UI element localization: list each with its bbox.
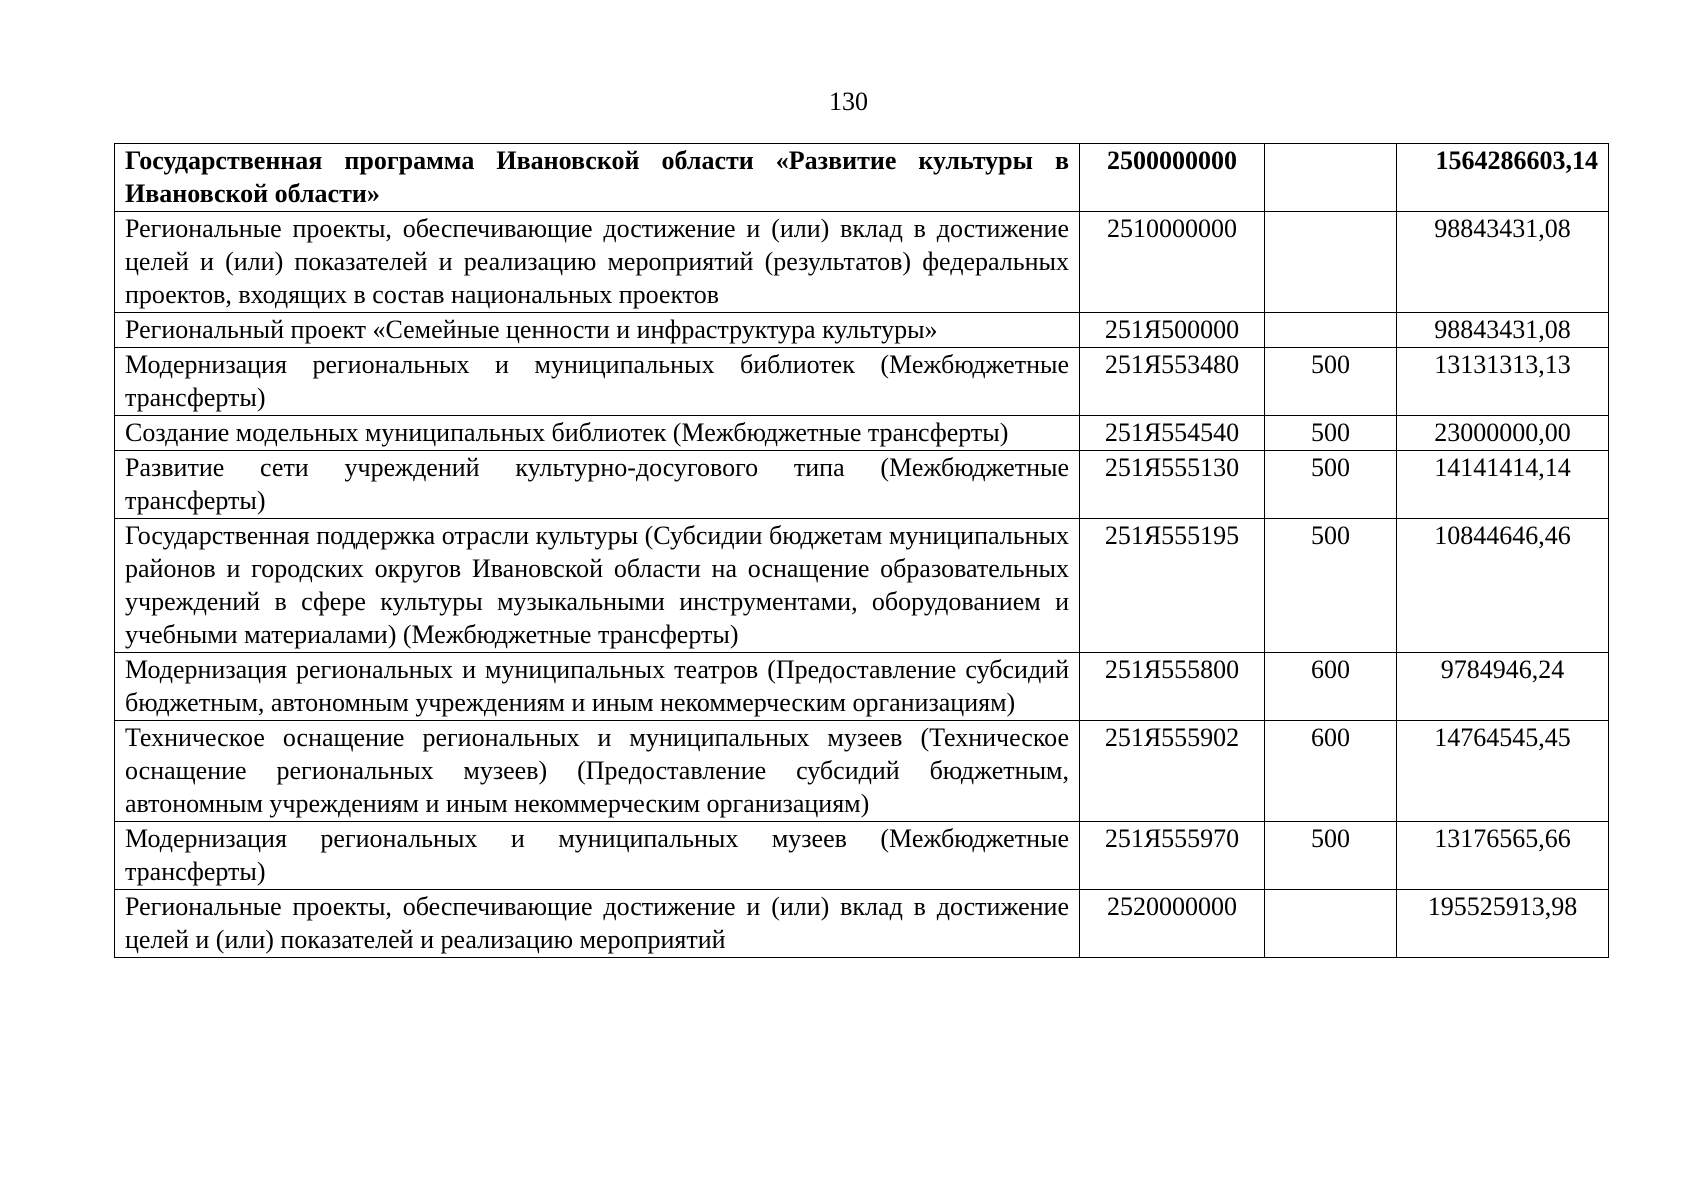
table-row (115, 313, 1609, 348)
row-expense-type (1265, 313, 1397, 348)
table-row (115, 519, 1609, 653)
row-code: 251Я555800 (1080, 653, 1265, 721)
table-row (115, 653, 1609, 721)
row-name: Государственная поддержка отрасли культуры (Субсидии бюджетам муниципальных районов и городских округов Ивановской области на оснащение образовательных учреждений в сфере культуры музыкальными инструментами, оборудованием и учебными материалами) (Межбюджетные трансферты) (115, 519, 1080, 653)
row-expense-type: 600 (1265, 721, 1397, 822)
row-code: 2500000000 (1080, 144, 1265, 212)
page-number: 130 (829, 87, 868, 116)
row-code: 251Я500000 (1080, 313, 1265, 348)
row-name: Модернизация региональных и муниципальных музеев (Межбюджетные трансферты) (115, 822, 1080, 890)
budget-table (114, 143, 1609, 958)
row-sum: 195525913,98 (1397, 890, 1609, 958)
row-expense-type: 500 (1265, 416, 1397, 451)
row-sum: 23000000,00 (1397, 416, 1609, 451)
row-code: 251Я555130 (1080, 451, 1265, 519)
table-row (115, 348, 1609, 416)
table-row (115, 144, 1609, 212)
row-expense-type: 500 (1265, 451, 1397, 519)
row-sum: 9784946,24 (1397, 653, 1609, 721)
row-sum: 1564286603,14 (1397, 144, 1609, 212)
row-name: Модернизация региональных и муниципальных театров (Предоставление субсидий бюджетным, автономным учреждениям и иным некоммерческим организациям) (115, 653, 1080, 721)
table-row (115, 212, 1609, 313)
row-sum: 14764545,45 (1397, 721, 1609, 822)
row-expense-type: 500 (1265, 348, 1397, 416)
row-expense-type (1265, 144, 1397, 212)
row-expense-type: 600 (1265, 653, 1397, 721)
row-name: Развитие сети учреждений культурно-досугового типа (Межбюджетные трансферты) (115, 451, 1080, 519)
row-code: 251Я555195 (1080, 519, 1265, 653)
row-sum: 13131313,13 (1397, 348, 1609, 416)
table-row (115, 890, 1609, 958)
row-expense-type: 500 (1265, 822, 1397, 890)
row-sum: 98843431,08 (1397, 212, 1609, 313)
row-expense-type: 500 (1265, 519, 1397, 653)
row-name: Региональный проект «Семейные ценности и инфраструктура культуры» (115, 313, 1080, 348)
row-expense-type (1265, 890, 1397, 958)
table-row (115, 451, 1609, 519)
row-code: 251Я555902 (1080, 721, 1265, 822)
table-row (115, 416, 1609, 451)
row-sum: 13176565,66 (1397, 822, 1609, 890)
row-code: 251Я555970 (1080, 822, 1265, 890)
row-name: Государственная программа Ивановской области «Развитие культуры в Ивановской области» (115, 144, 1080, 212)
row-name: Техническое оснащение региональных и муниципальных музеев (Техническое оснащение региональных музеев) (Предоставление субсидий бюджетным, автономным учреждениям и иным некоммерческим организациям) (115, 721, 1080, 822)
row-name: Региональные проекты, обеспечивающие достижение и (или) вклад в достижение целей и (или) показателей и реализацию мероприятий (результатов) федеральных проектов, входящих в состав национальных проектов (115, 212, 1080, 313)
table-row (115, 721, 1609, 822)
budget-table-body (115, 144, 1609, 958)
row-name: Региональные проекты, обеспечивающие достижение и (или) вклад в достижение целей и (или) показателей и реализацию мероприятий (115, 890, 1080, 958)
row-sum: 14141414,14 (1397, 451, 1609, 519)
table-row (115, 822, 1609, 890)
row-code: 2520000000 (1080, 890, 1265, 958)
row-sum: 10844646,46 (1397, 519, 1609, 653)
row-code: 2510000000 (1080, 212, 1265, 313)
row-code: 251Я553480 (1080, 348, 1265, 416)
row-expense-type (1265, 212, 1397, 313)
row-sum: 98843431,08 (1397, 313, 1609, 348)
row-code: 251Я554540 (1080, 416, 1265, 451)
row-name: Создание модельных муниципальных библиотек (Межбюджетные трансферты) (115, 416, 1080, 451)
row-name: Модернизация региональных и муниципальных библиотек (Межбюджетные трансферты) (115, 348, 1080, 416)
